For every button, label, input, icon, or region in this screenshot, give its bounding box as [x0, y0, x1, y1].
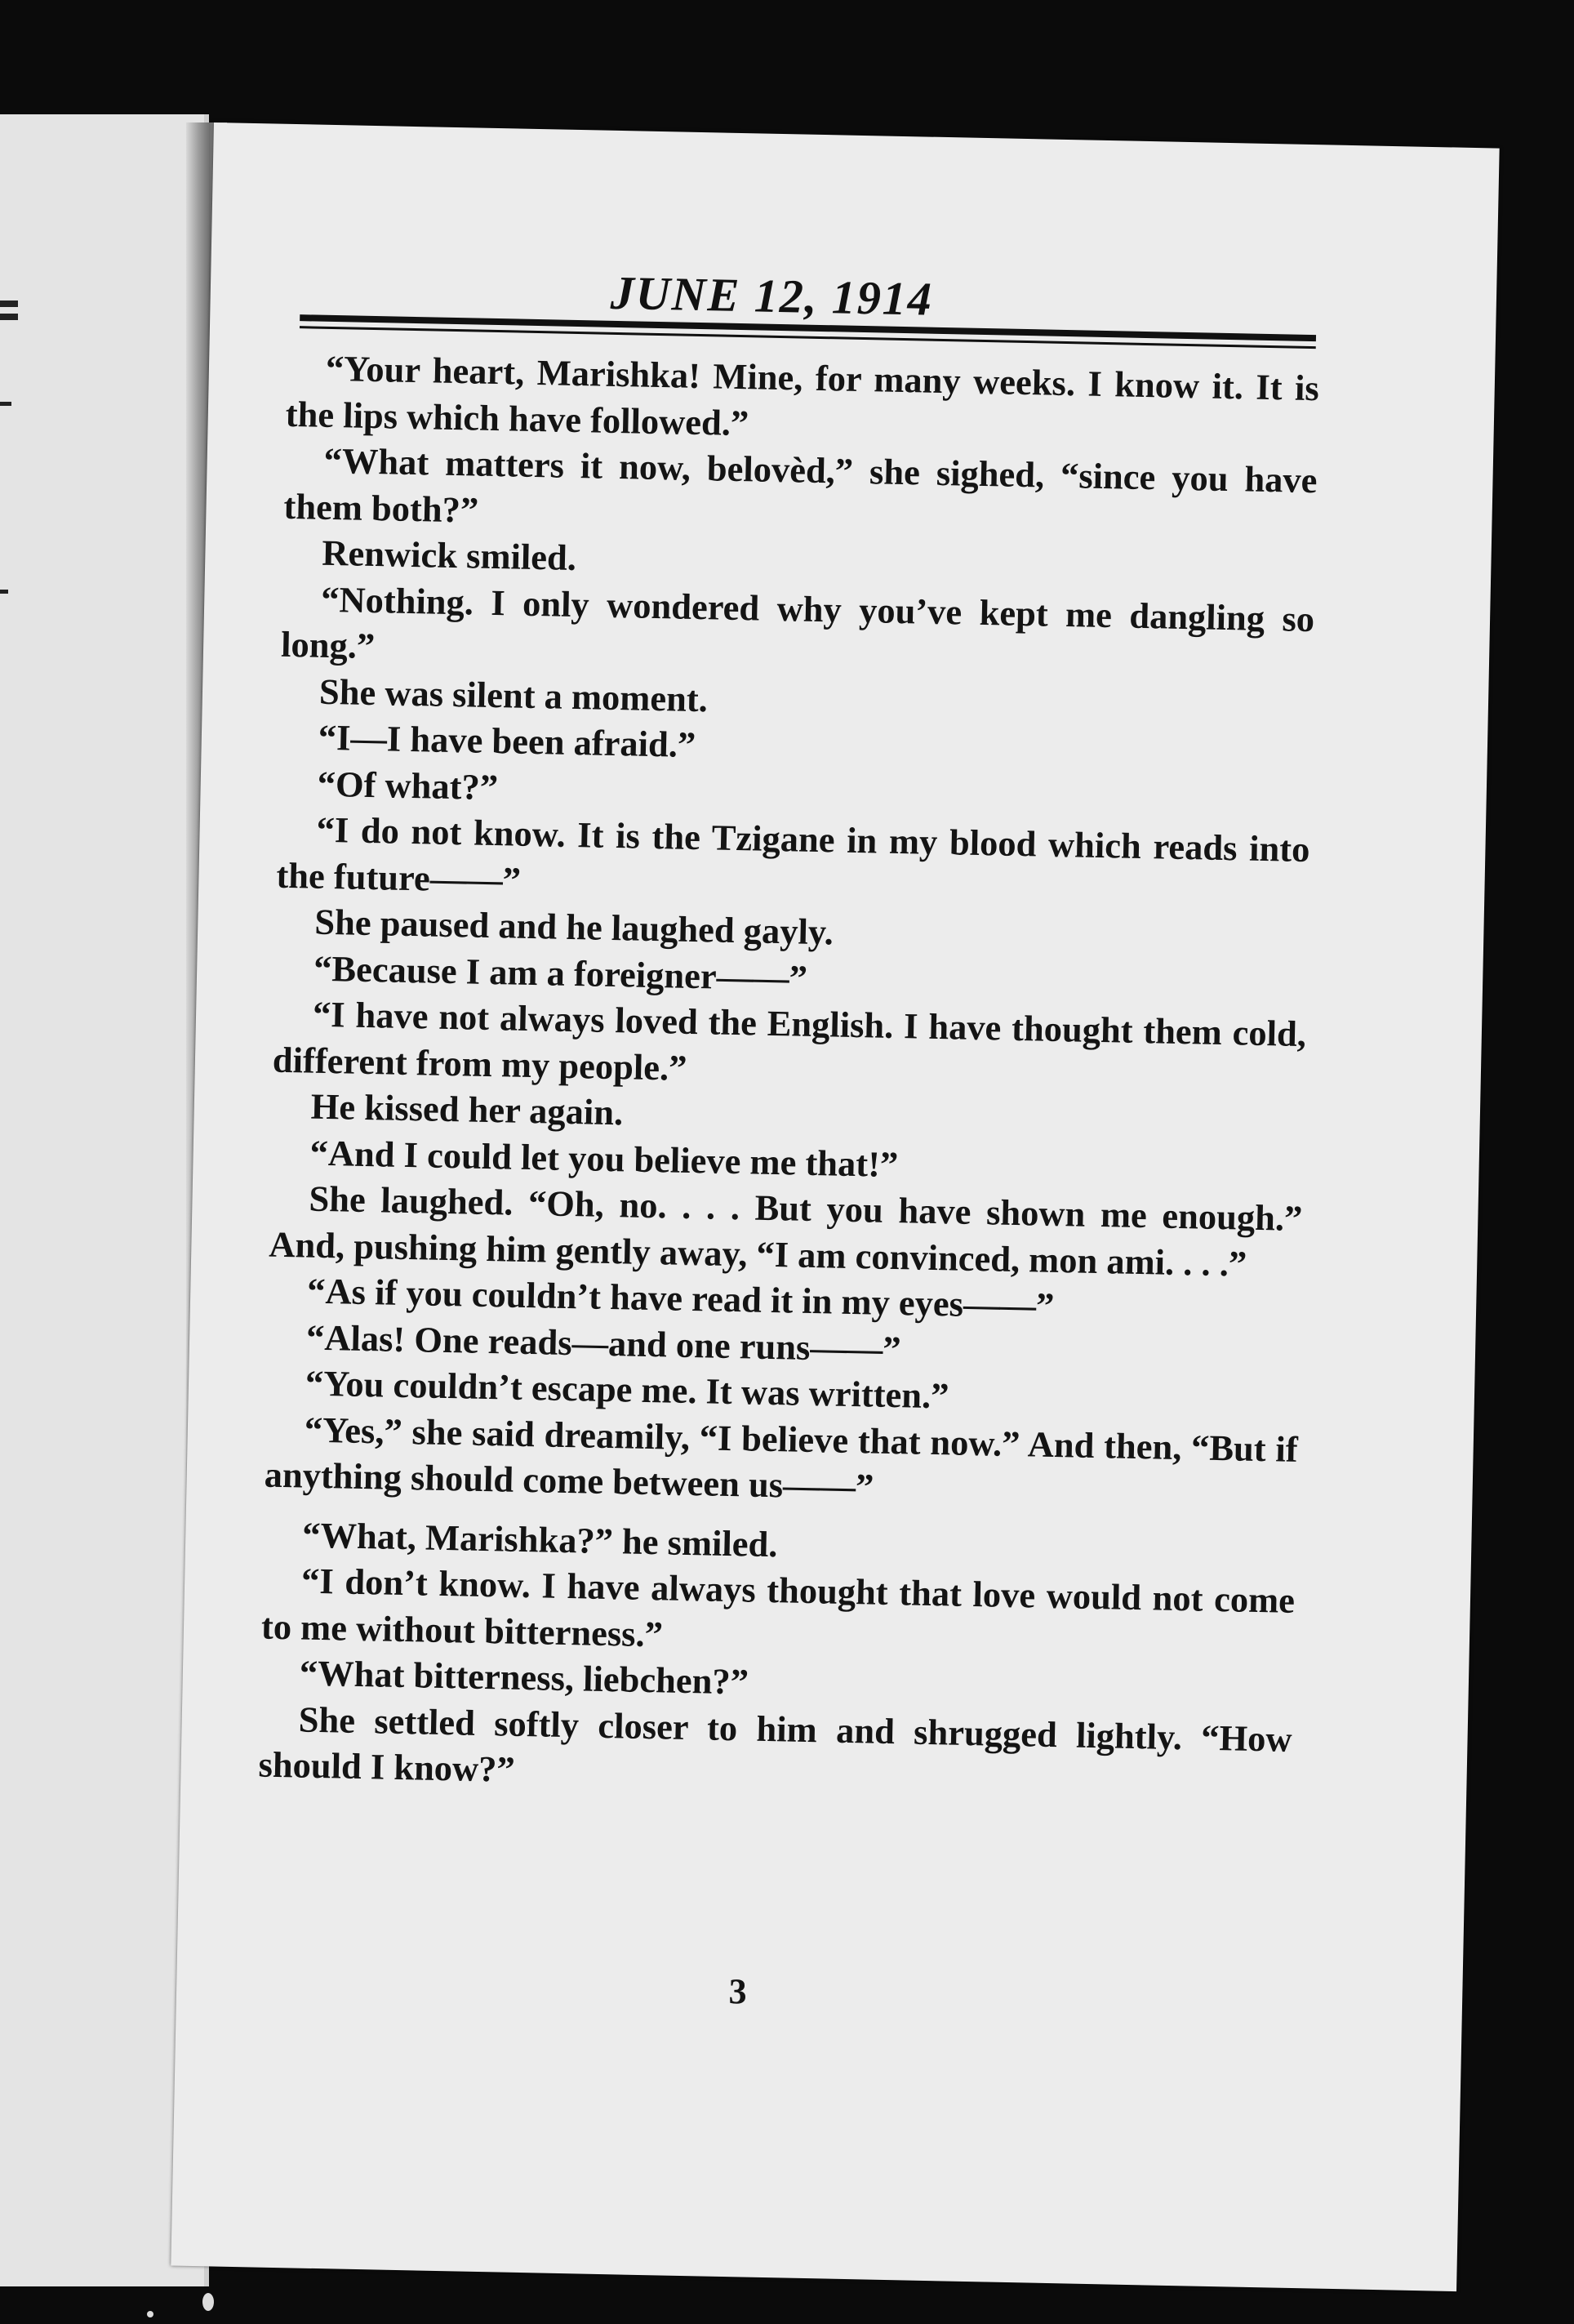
paragraph: “I—I have been afraid.”	[318, 716, 696, 765]
paragraph: She was silent a moment.	[318, 670, 709, 719]
scan-speck	[202, 2293, 214, 2311]
paragraph: She paused and he laughed gayly.	[313, 901, 834, 953]
paragraph: “What, Marishka?” he smiled.	[301, 1514, 778, 1565]
paragraph: “I do not know. It is the Tzigane in my blood which reads into the future——”	[276, 808, 1310, 901]
paragraph: “Nothing. I only wondered why you’ve kept me dangling so long.”	[280, 578, 1315, 667]
paragraph: “You couldn’t escape me. It was written.”	[305, 1362, 949, 1417]
paragraph: “And I could let you believe me that!”	[309, 1132, 899, 1185]
paragraph: “Of what?”	[317, 763, 499, 808]
body-text	[258, 345, 1319, 1809]
left-page-mark	[0, 590, 8, 594]
left-page-mark	[0, 301, 18, 307]
left-page-mark	[0, 402, 11, 406]
paragraph: “I don’t know. I have always thought that love would not come to me without bitterness.”	[260, 1560, 1296, 1654]
book-page	[171, 122, 1499, 2291]
paragraph: “Your heart, Marishka! Mine, for many weeks. I know it. It is the lips which have followed.”	[285, 347, 1320, 443]
paragraph: She settled softly closer to him and shrugged lightly. “How should I know?”	[258, 1698, 1293, 1790]
scan-speck	[147, 2311, 153, 2317]
paragraph: “What matters it now, belovèd,” she sighed, “since you have them both?”	[283, 439, 1318, 531]
paragraph: “As if you couldn’t have read it in my eyes——”	[306, 1270, 1055, 1326]
paragraph: He kissed her again.	[310, 1085, 624, 1133]
paragraph: Renwick smiled.	[321, 532, 577, 579]
paragraph: “Yes,” she said dreamily, “I believe that now.” And then, “But if anything should come between us——”	[264, 1409, 1299, 1507]
paragraph: “I have not always loved the English. I have thought them cold, different from my people.”	[272, 993, 1307, 1089]
paragraph: “What bitterness, liebchen?”	[299, 1652, 749, 1703]
left-page-mark	[0, 314, 18, 320]
running-head: JUNE 12, 1914	[610, 265, 934, 326]
paragraph: “Alas! One reads—and one runs——”	[305, 1316, 902, 1369]
paragraph: “Because I am a foreigner——”	[313, 947, 808, 999]
page-number: 3	[728, 1971, 748, 2012]
paragraph: She laughed. “Oh, no. . . . But you have shown me enough.” And, pushing him gently away, “I am convinced, mon ami. . . .”	[268, 1178, 1303, 1284]
